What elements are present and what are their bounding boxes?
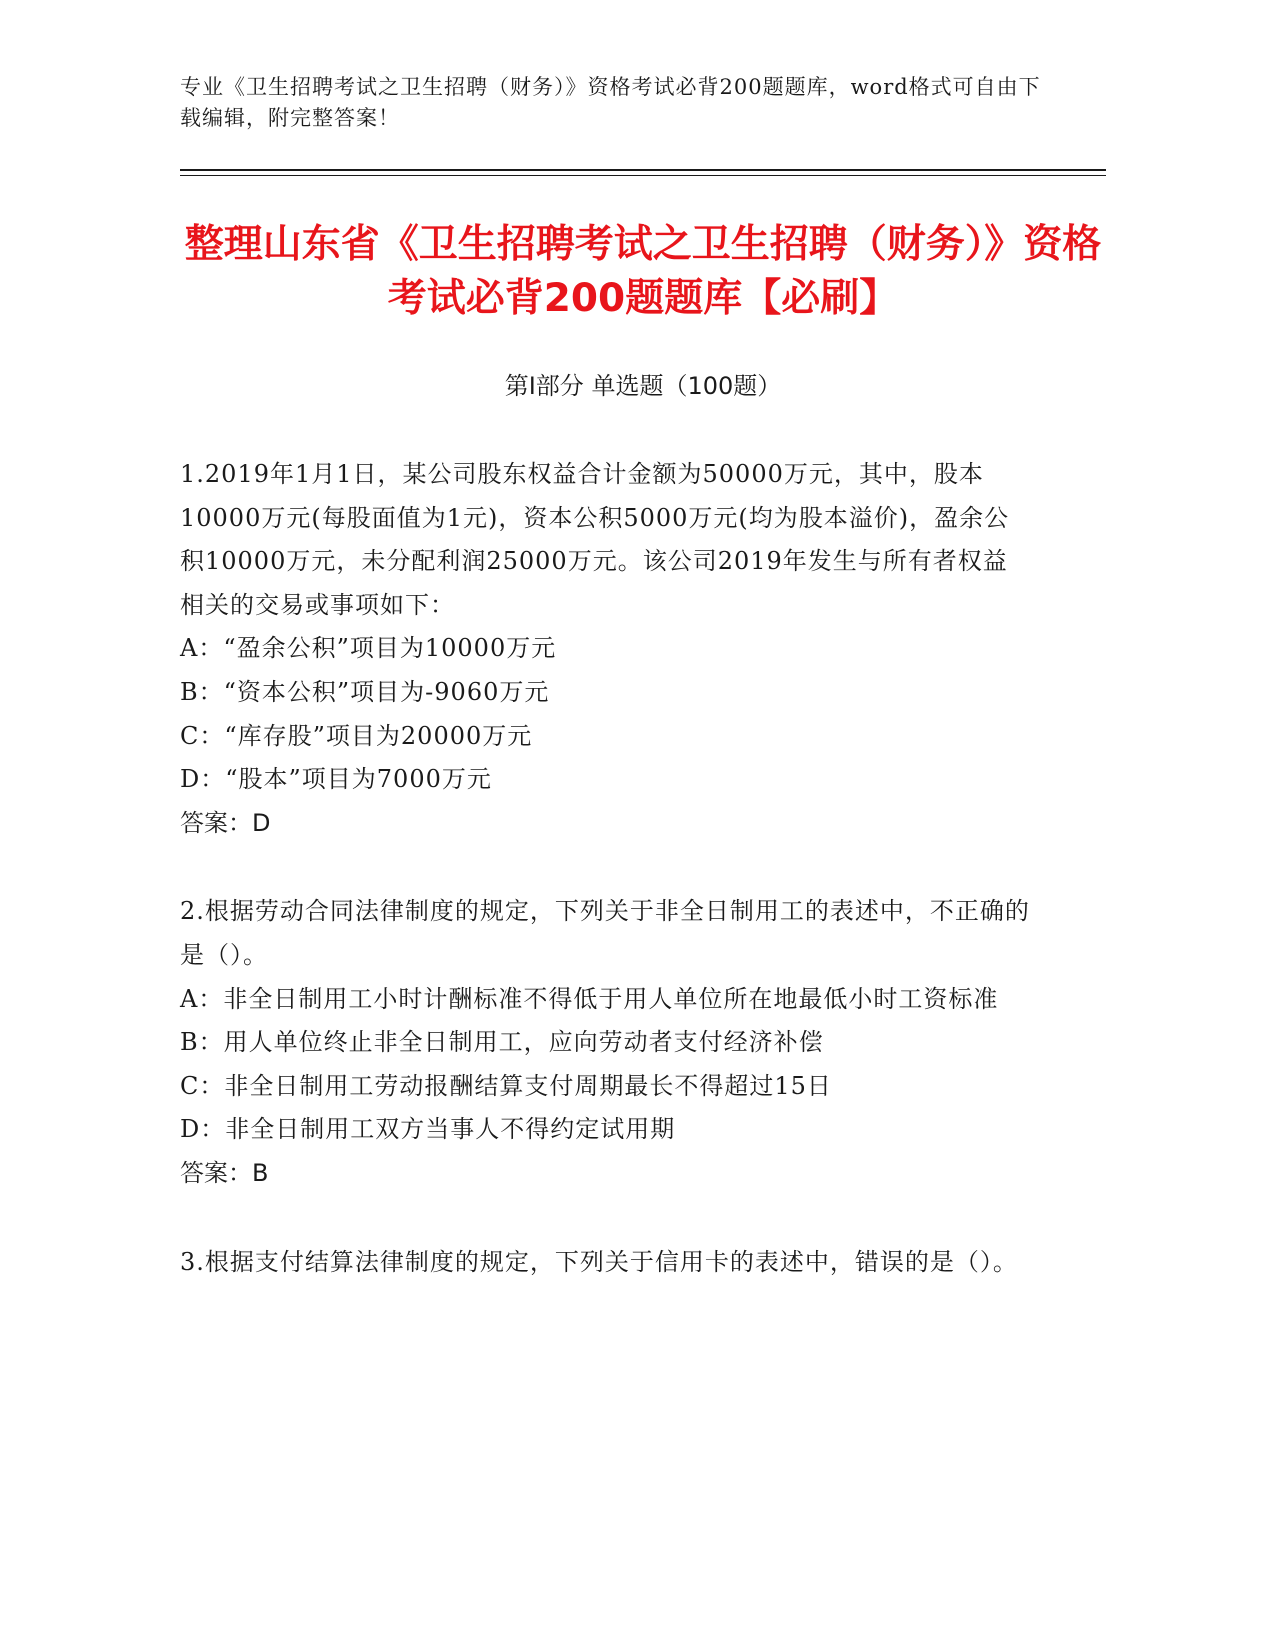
question-1: [180, 453, 1030, 845]
question-1-answer: 答案：D: [180, 808, 271, 837]
header-rule-thick: [180, 169, 1106, 171]
question-1-option-c: C：“库存股”项目为20000万元: [180, 721, 533, 750]
question-2-text: 2.根据劳动合同法律制度的规定，下列关于非全日制用工的表述中，不正确的是（）。: [180, 897, 1030, 969]
question-2: [180, 890, 1030, 1195]
question-2-option-b: B：用人单位终止非全日制用工，应向劳动者支付经济补偿: [180, 1028, 824, 1057]
question-1-text: 1.2019年1月1日，某公司股东权益合计金额为50000万元，其中，股本10000万元(每股面值为1元)，资本公积5000万元(均为股本溢价)，盈余公积10000万元，未分配利润25000万元。该公司2019年发生与所有者权益相关的交易或事项如下：: [180, 460, 1010, 619]
header-note: 专业《卫生招聘考试之卫生招聘（财务）》资格考试必背200题题库，word格式可自由下载编辑，附完整答案！: [180, 75, 1041, 130]
section-heading: 第Ⅰ部分 单选题（100题）: [504, 372, 782, 400]
header-rule-thin: [180, 175, 1106, 176]
question-2-option-c: C：非全日制用工劳动报酬结算支付周期最长不得超过15日: [180, 1071, 832, 1100]
question-list: [180, 453, 1030, 1329]
question-1-option-a: A：“盈余公积”项目为10000万元: [180, 634, 557, 663]
question-2-option-d: D：非全日制用工双方当事人不得约定试用期: [180, 1115, 676, 1144]
question-1-option-d: D：“股本”项目为7000万元: [180, 765, 492, 794]
question-1-option-b: B：“资本公积”项目为-9060万元: [180, 677, 550, 706]
question-2-option-a: A：非全日制用工小时计酬标准不得低于用人单位所在地最低小时工资标准: [180, 984, 999, 1013]
question-3: [180, 1241, 1030, 1285]
question-3-text: 3.根据支付结算法律制度的规定，下列关于信用卡的表述中，错误的是（）。: [180, 1247, 1018, 1276]
question-2-answer: 答案：B: [180, 1158, 269, 1187]
document-title: 整理山东省《卫生招聘考试之卫生招聘（财务）》资格考试必背200题题库【必刷】: [184, 222, 1102, 321]
